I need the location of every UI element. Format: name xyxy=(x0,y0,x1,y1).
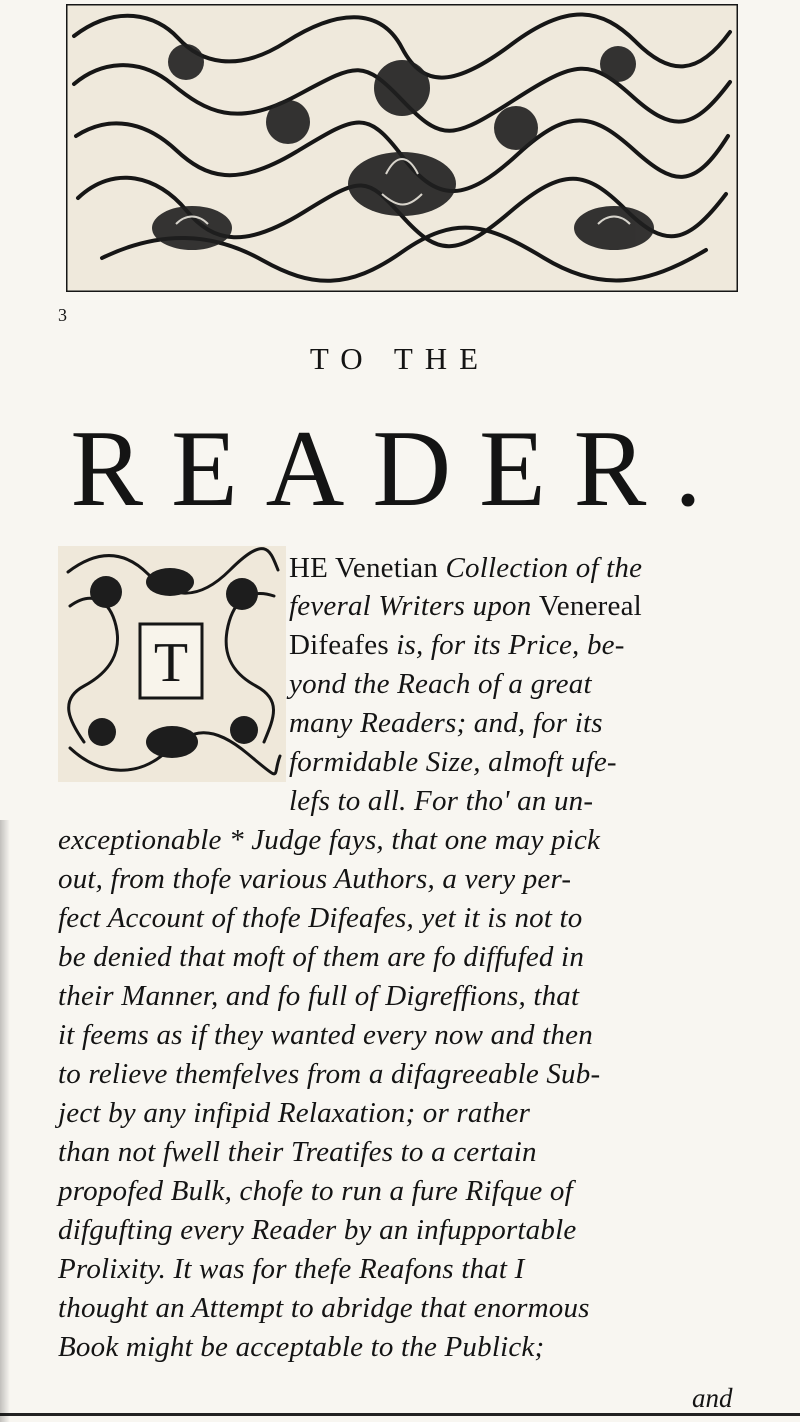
body-line-2 xyxy=(289,587,746,626)
decorated-initial-letter: T xyxy=(153,632,189,694)
body-line-3 xyxy=(289,626,746,665)
body-line-5: many Readers; and, for its xyxy=(289,707,603,739)
body-line-9: out, from thofe various Authors, a very per- xyxy=(58,863,572,895)
body-line-16: than not fwell their Treatifes to a certain xyxy=(58,1136,537,1168)
body-line-12: their Manner, and fo full of Digreffions, that xyxy=(58,980,580,1012)
body-line-3-part-2: is, for its Price, be- xyxy=(396,629,625,661)
body-line-10: fect Account of thofe Difeafes, yet it is not to xyxy=(58,902,583,934)
body-line-17: propofed Bulk, chofe to run a fure Rifque of xyxy=(58,1175,573,1207)
body-line-20: thought an Attempt to abridge that enormous xyxy=(58,1292,590,1324)
body-line-8: exceptionable * Judge fays, that one may pick xyxy=(58,824,601,856)
body-line-3-part-1: Difeafes xyxy=(289,629,397,661)
body-line-18: difgufting every Reader by an infupportable xyxy=(58,1214,577,1246)
page-edge-shadow xyxy=(0,820,10,1422)
body-line-6: formidable Size, almoft ufe- xyxy=(289,746,617,778)
body-line-13: it feems as if they wanted every now and then xyxy=(58,1019,593,1051)
page-mark: 3 xyxy=(58,305,67,325)
body-line-21: Book might be acceptable to the Publick; xyxy=(58,1331,545,1363)
body-line-1-part-2: Venetian xyxy=(334,552,446,584)
body-line-1-part-3: Collection of the xyxy=(445,552,643,584)
ornamental-headpiece xyxy=(66,4,738,292)
body-line-11: be denied that moft of them are fo diffufed in xyxy=(58,941,585,973)
ornamental-headpiece-svg xyxy=(66,4,738,292)
bottom-rule xyxy=(0,1413,800,1416)
catchword: and xyxy=(692,1383,733,1413)
body-line-4: yond the Reach of a great xyxy=(289,668,592,700)
body-line-1 xyxy=(289,550,746,587)
subtitle-to-the: TO THE xyxy=(309,341,491,376)
title-reader: READER. xyxy=(70,408,730,529)
body-line-1-part-1: HE xyxy=(289,552,335,584)
body-text xyxy=(58,550,746,1367)
body-line-15: ject by any infipid Relaxation; or rather xyxy=(58,1097,531,1129)
body-line-7: lefs to all. For tho' an un- xyxy=(289,785,594,817)
body-line-2-part-2: Venereal xyxy=(538,590,642,622)
body-line-19: Prolixity. It was for thefe Reafons that I xyxy=(58,1253,525,1285)
body-line-14: to relieve themfelves from a difagreeable Sub- xyxy=(58,1058,601,1090)
body-line-2-part-1: feveral Writers upon xyxy=(289,590,539,622)
